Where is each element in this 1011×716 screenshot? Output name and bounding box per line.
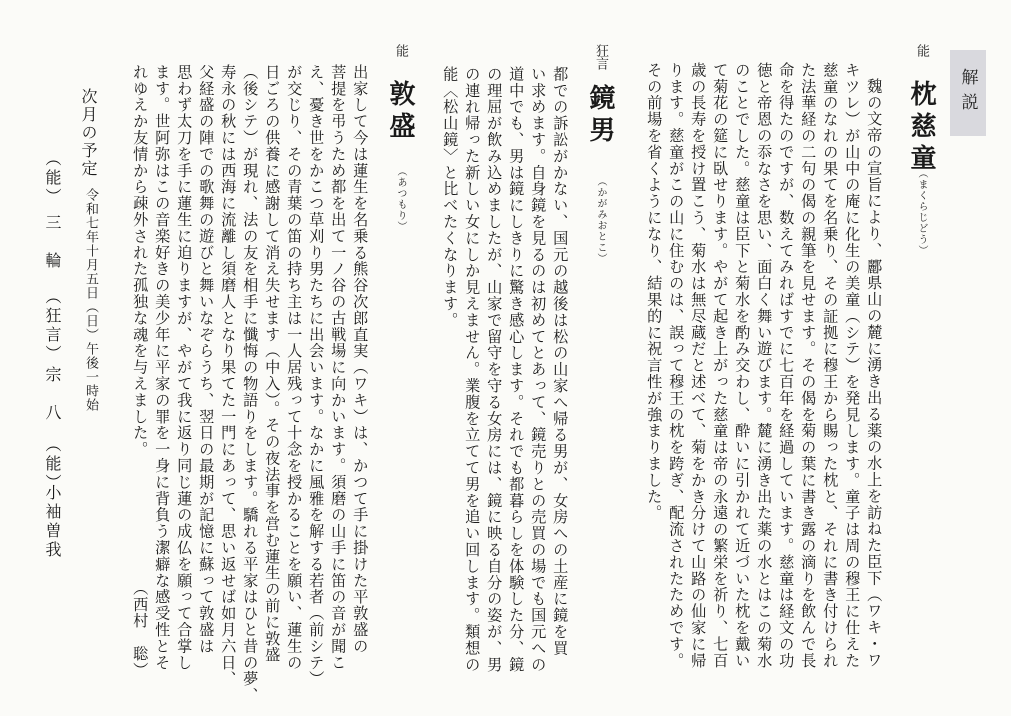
schedule-date: 令和七年十月五日（日）午後一時始 <box>83 188 98 412</box>
body-line: 都での訴訟がかない、国元の越後は松の山家へ帰る男が、女房への土産に鏡を買 <box>551 66 570 657</box>
body-line: 菩提を弔うため都を出て一ノ谷の古戦場に向かいます。須磨の山手に笛の音が聞こ <box>329 64 348 671</box>
body-line: 道中でも、男は鏡にしきりに驚き感心します。それでも都暮らしを体験した分、鏡 <box>507 66 526 673</box>
section-category-makura: 能 <box>914 44 929 57</box>
body-line: 歳の長寿を授け置こう、菊水は無尽蔵だと述べて、菊をかき分けて山路の仙家に帰 <box>689 62 708 669</box>
body-line: （後シテ）が現れ、法の友を相手に懺悔の物語りをします。驕れる平家はひと昔の夢、 <box>241 64 260 704</box>
body-line: ります。慈童がこの山に住むのは、誤って穆王の枕を跨ぎ、配流されたためです。 <box>667 62 686 669</box>
body-line: れゆえか友情から疎外された孤独な魂を与えました。 <box>131 64 150 458</box>
schedule-item-3-name: 小袖曽我 <box>43 484 62 560</box>
commentary-header <box>950 50 986 136</box>
body-line: が交じり、その青葉の笛の持ち主は一人居残って十念を授かることを願い、蓮生の <box>285 64 304 671</box>
body-line: 慈童のなれの果てを名乗り、その証拠に穆王から賜った枕と、それに書き付けられ <box>821 62 840 669</box>
section-reading-atsumori: （あつもり） <box>395 166 406 232</box>
body-line: 出家して今は蓮生を名乗る熊谷次郎直実（ワキ）は、かつて手に掛けた平敦盛の <box>351 64 370 655</box>
body-line: 魏の文帝の宣旨により、酈県山の麓に湧き出る薬の水上を訪ねた臣下（ワキ・ワ <box>865 78 884 669</box>
body-line: 寿永の秋には西海に流離し須磨人となり果てた一門にあって、思い返せば如月六日、 <box>219 64 238 688</box>
body-line: のことでした。慈童は臣下と菊水を酌み交わし、酔いに引かれて近づいた枕を戴い <box>733 62 752 669</box>
schedule-title: 次月の予定 <box>79 88 98 178</box>
schedule-item-2-name: 宗 八 <box>43 366 62 423</box>
body-line: 徳と帝恩の忝なさを思い、面白く舞い遊びます。麓に湧き出た薬の水とはこの菊水 <box>755 62 774 669</box>
schedule-item-1-name: 三 輪 <box>43 214 62 271</box>
body-line: 命を得たのですが、数えてみればすでに七百年を経過しています。慈童は経文の功 <box>777 62 796 669</box>
section-title-makura: 枕慈童 <box>906 80 936 176</box>
section-category-atsumori: 能 <box>393 44 408 57</box>
body-line: て菊花の筵に臥せります。やがて起き上がった慈童は帝の永遠の繁栄を祈り、七百 <box>711 62 730 669</box>
section-title-kagami: 鏡男 <box>585 84 615 148</box>
body-line: 能〈松山鏡〉と比べたくなります。 <box>441 66 460 329</box>
section-reading-makura: （まくらじどう） <box>916 168 927 256</box>
signature: （西村 聡） <box>131 580 150 679</box>
schedule-item-3-category: （能） <box>43 436 62 493</box>
body-line: い求めます。自身鏡を見るのは初めてとあって、鏡売りとの売買の場でも国元への <box>529 66 548 673</box>
commentary-label: 解説 <box>957 68 978 118</box>
body-line: え、憂き世をかこつ草刈り男たちに出会います。なかに風雅を解する若者（前シテ） <box>307 64 326 688</box>
section-reading-kagami: （かがみおとこ） <box>595 176 606 264</box>
body-line: 日ごろの供養に感謝して消え失せます（中入）。その夜法事を営む蓮生の前に敦盛 <box>263 64 282 664</box>
schedule-item-1-category: （能） <box>43 150 62 207</box>
body-line: ます。世阿弥はこの音楽好きの美少年に平家の罪を一身に背負う潔癖な感受性とそ <box>153 64 172 671</box>
section-title-atsumori: 敦盛 <box>385 80 415 144</box>
schedule-item-2-category: （狂言） <box>43 288 62 364</box>
body-line: た法華経の二句の偈の親筆を見せます。その偈を菊の葉に書き露の滴りを飲んで長 <box>799 62 818 669</box>
body-line: の理屈が飲み込めましたが、山家で留守を守る女房には、鏡に映る自分の姿が、男 <box>485 66 504 673</box>
body-line: その前場を省くようになり、結果的に祝言性が強まりました。 <box>645 62 664 522</box>
section-category-kagami: 狂言 <box>593 44 608 70</box>
body-line: 思わず太刀を手に蓮生に迫りますが、やがて我に返り同じ蓮の成仏を願って合掌し <box>175 64 194 671</box>
body-line: 父経盛の陣での歌舞の遊びと舞いなぞらうち、翌日の最期が記憶に蘇って敦盛は <box>197 64 216 655</box>
body-line: の連れ帰った新しい女にしか見えません。業腹を立てて男を追い回します。類想の <box>463 66 482 673</box>
body-line: キツレ）が山中の庵に化生の美童（シテ）を発見します。童子は周の穆王に仕えた <box>843 62 862 669</box>
